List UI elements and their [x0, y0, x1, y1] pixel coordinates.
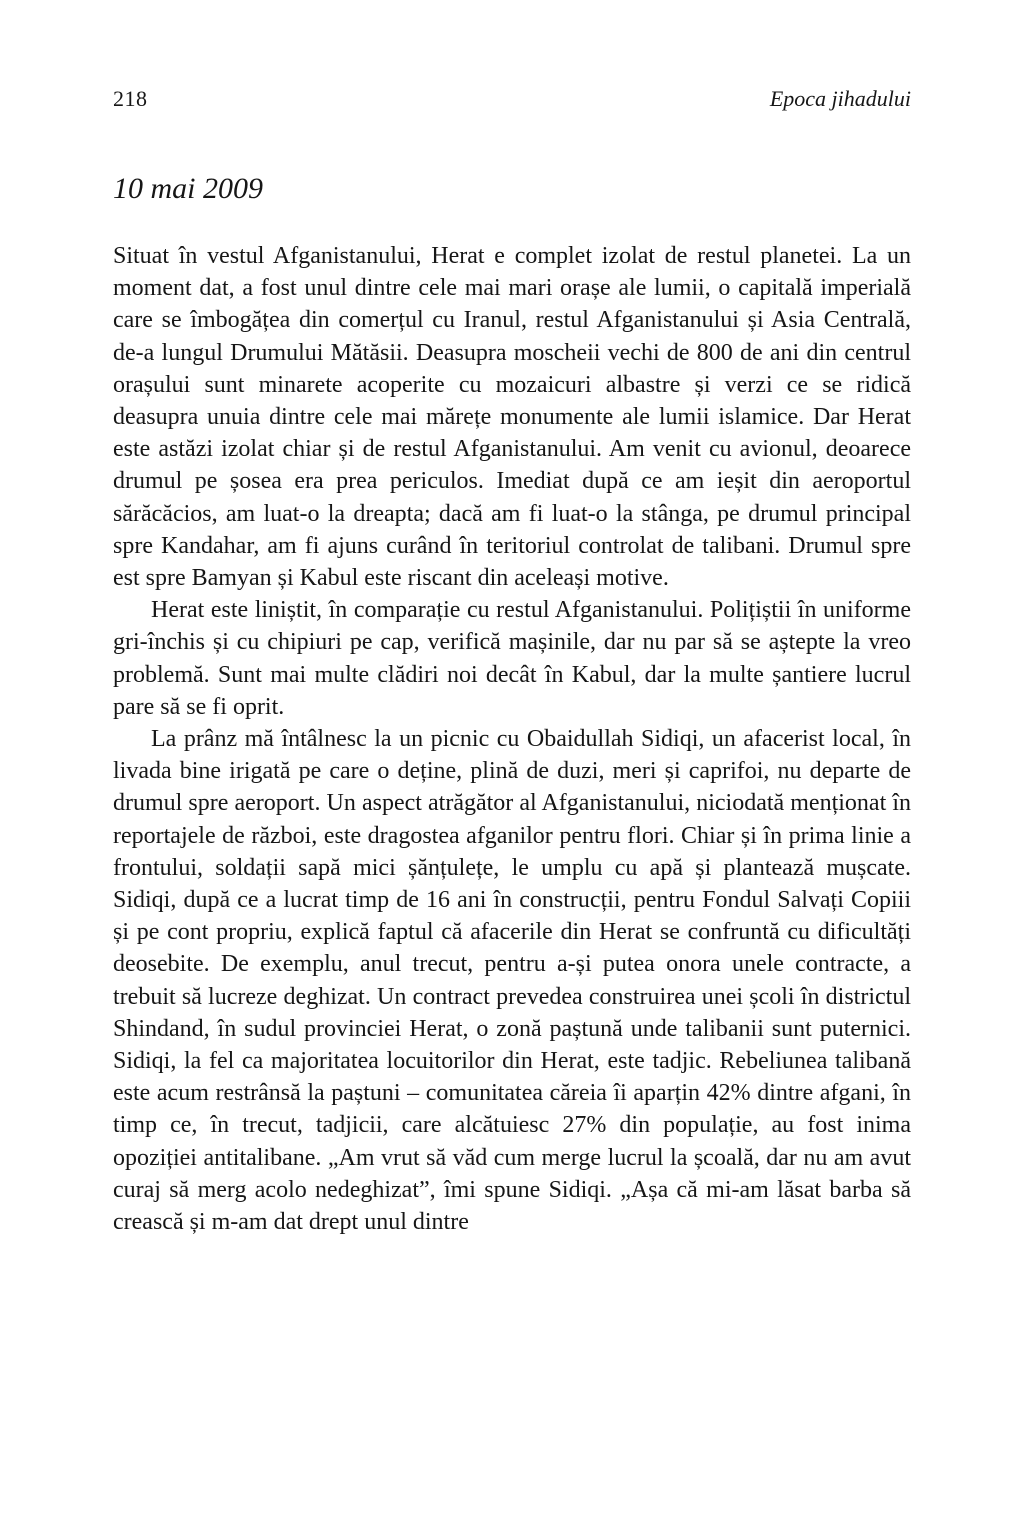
running-title: Epoca jihadului	[769, 86, 911, 111]
paragraph-3: La prânz mă întâlnesc la un picnic cu Obaidullah Sidiqi, un afacerist local, în livada bine irigată pe care o deține, plină de duzi, meri și caprifoi, nu departe de drumul spre aeroport. Un aspect atrăgător al Afganistanului, niciodată menționat în reportajele de război, este dragostea afganilor pentru flori. Chiar și în prima linie a frontului, soldații sapă mici șănțulețe, le umplu cu apă și plantează mușcate. Sidiqi, după ce a lucrat timp de 16 ani în construcții, pentru Fondul Salvați Copiii și pe cont propriu, explică faptul că afacerile din Herat se confruntă cu dificultăți deosebite. De exemplu, anul trecut, pentru a-și putea onora unele contracte, a trebuit să lucreze deghizat. Un contract prevedea construirea unei școli în districtul Shindand, în sudul provinciei Herat, o zonă paștună unde talibanii sunt puternici. Sidiqi, la fel ca majoritatea locuitorilor din Herat, este tadjic. Rebeliunea talibană este acum restrânsă la paștuni – comunitatea căreia îi aparțin 42% dintre afgani, în timp ce, în trecut, tadjicii, care alcătuiesc 27% din populație, au fost inima opoziției antitalibane. „Am vrut să văd cum merge lucrul la școală, dar nu am avut curaj să merg acolo nedeghizat”, îmi spune Sidiqi. „Așa că mi-am lăsat barba să crească și m-am dat drept unul dintre	[113, 726, 911, 1236]
page-number: 218	[113, 86, 148, 111]
body-text	[113, 240, 911, 1238]
section-heading: 10 mai 2009	[113, 172, 263, 205]
paragraph-2: Herat este liniștit, în comparație cu restul Afganistanului. Polițiștii în uniforme gri-închis și cu chipiuri pe cap, verifică mașinile, dar nu par să se aștepte la vreo problemă. Sunt mai multe clădiri noi decât în Kabul, dar la multe șantiere lucrul pare să se fi oprit.	[113, 597, 911, 720]
paragraph-1: Situat în vestul Afganistanului, Herat e complet izolat de restul planetei. La un moment dat, a fost unul dintre cele mai mari orașe ale lumii, o capitală imperială care se îmbogățea din comerțul cu Iranul, restul Afganistanului și Asia Centrală, de-a lungul Drumului Mătăsii. Deasupra moscheii vechi de 800 de ani din centrul orașului sunt minarete acoperite cu mozaicuri albastre și verzi ce se ridică deasupra unuia dintre cele mai mărețe monumente ale lumii islamice. Dar Herat este astăzi izolat chiar și de restul Afganistanului. Am venit cu avionul, deoarece drumul pe șosea era prea periculos. Imediat după ce am ieșit din aeroportul sărăcăcios, am luat-o la dreapta; dacă am fi luat-o la stânga, pe drumul principal spre Kandahar, am fi ajuns curând în teritoriul controlat de talibani. Drumul spre est spre Bamyan și Kabul este riscant din aceleași motive.	[113, 243, 911, 592]
page-header	[113, 86, 911, 112]
